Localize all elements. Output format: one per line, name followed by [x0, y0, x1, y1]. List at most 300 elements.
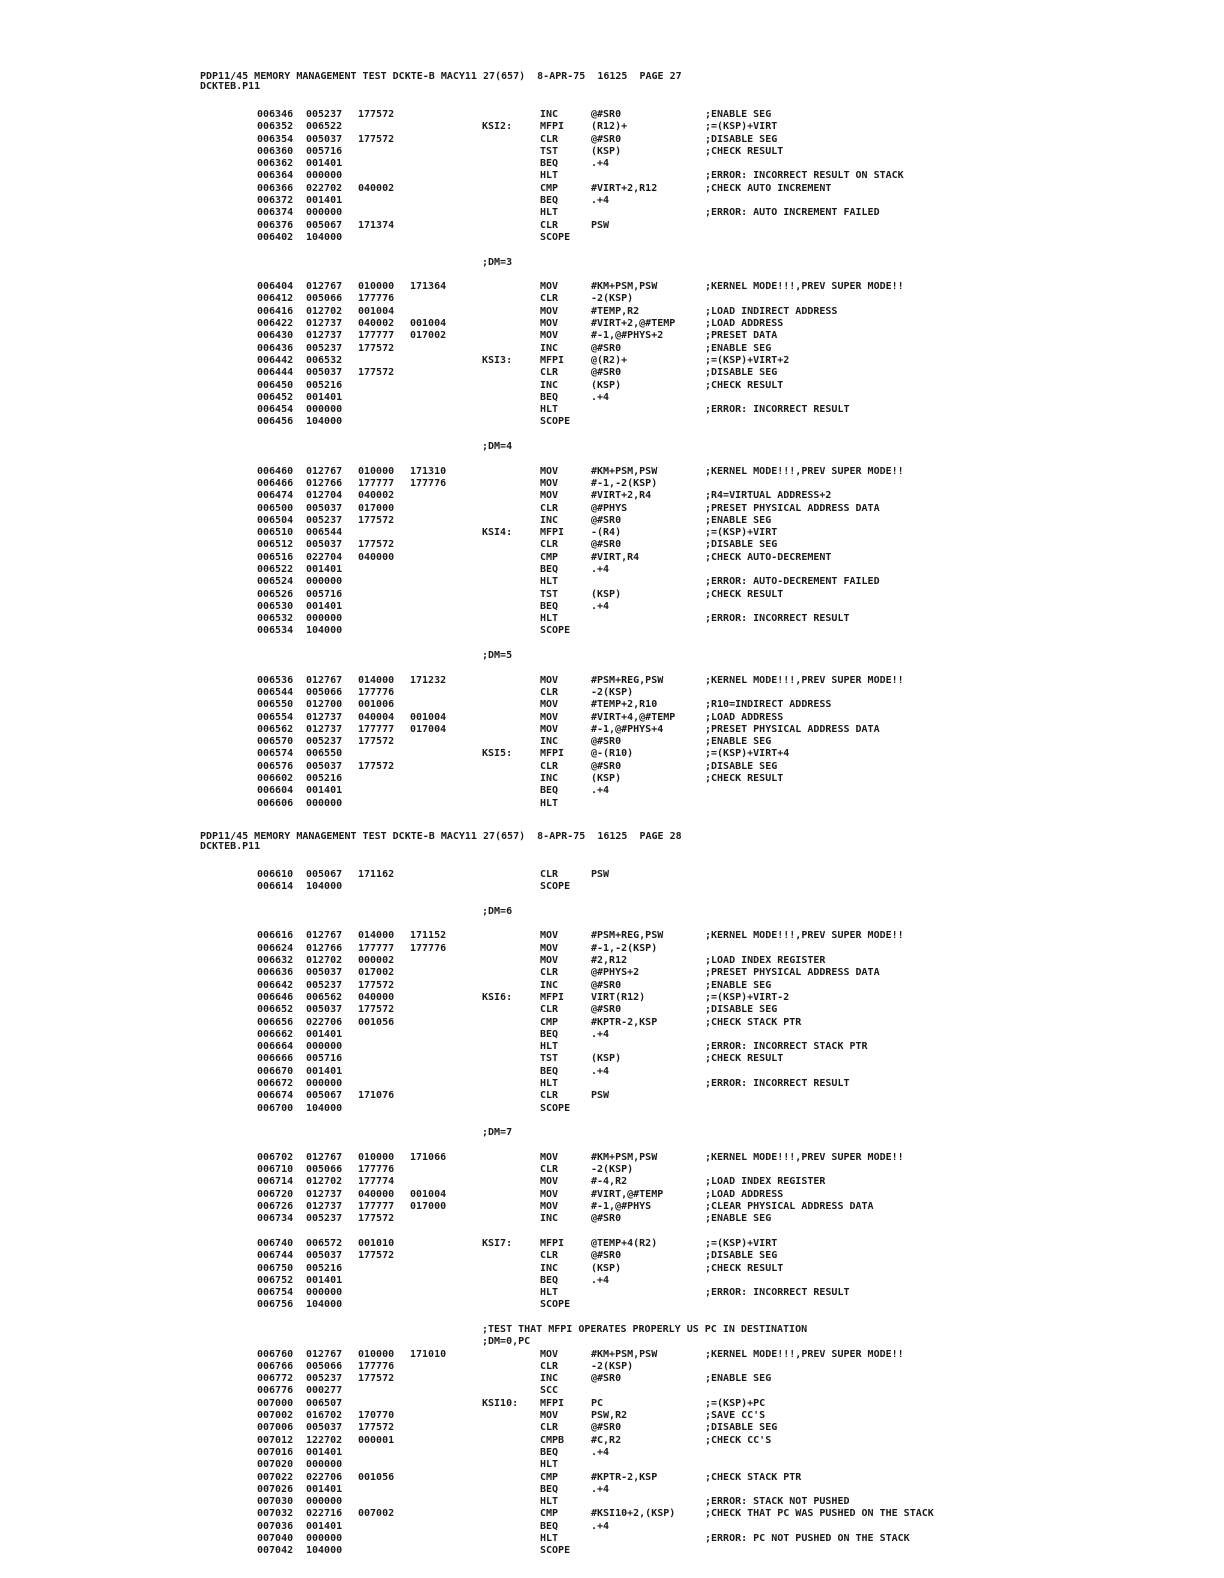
location: 006536 [257, 674, 294, 686]
word2: 177572 [358, 109, 395, 120]
location: 006360 [257, 145, 294, 157]
word2: 177776 [358, 293, 395, 305]
word1: 012737 [306, 330, 343, 342]
opcode: CLR [540, 760, 559, 772]
opcode: CLR [540, 219, 559, 231]
opcode: MOV [540, 281, 559, 293]
opcode: MOV [540, 465, 559, 477]
listing-line [200, 748, 1200, 760]
word2: 177572 [358, 979, 395, 991]
listing-line [200, 1385, 1200, 1397]
opcode: INC [540, 342, 559, 354]
location: 006554 [257, 711, 294, 723]
word1: 012767 [306, 465, 343, 477]
label: KSI6: [482, 991, 513, 1003]
word2: 177572 [358, 539, 395, 551]
word1: 005716 [306, 588, 343, 600]
opcode: CMP [540, 1508, 559, 1520]
location: 006466 [257, 477, 294, 489]
location: 007012 [257, 1434, 294, 1446]
listing-line [200, 773, 1200, 785]
word1: 005237 [306, 514, 343, 526]
operand: PSW [591, 219, 610, 231]
word1: 000000 [306, 613, 343, 625]
opcode: CMPB [540, 1434, 565, 1446]
word2: 040004 [358, 711, 395, 723]
listing-line [200, 441, 1200, 453]
operand: @-(R10) [591, 748, 634, 760]
operand: @#SR0 [591, 133, 622, 145]
operand: #TEMP+2,R10 [591, 699, 658, 711]
comment: ;ENABLE SEG [705, 979, 772, 991]
label: KSI10: [482, 1397, 519, 1409]
opcode: SCOPE [540, 1299, 571, 1311]
word1: 005037 [306, 1004, 343, 1016]
comment: ;KERNEL MODE!!!,PREV SUPER MODE!! [705, 674, 904, 686]
opcode: MOV [540, 1176, 559, 1188]
operand: #KPTR-2,KSP [591, 1016, 658, 1028]
location: 006474 [257, 490, 294, 502]
comment: ;CHECK RESULT [705, 379, 784, 391]
comment: ;R10=INDIRECT ADDRESS [705, 699, 832, 711]
location: 006750 [257, 1262, 294, 1274]
opcode: BEQ [540, 1483, 559, 1495]
opcode: HLT [540, 1078, 559, 1090]
location: 006416 [257, 305, 294, 317]
label: KSI5: [482, 748, 513, 760]
listing-line [200, 687, 1200, 699]
listing-rows [200, 869, 1200, 1558]
word1: 001401 [306, 391, 343, 403]
operand: @(R2)+ [591, 354, 628, 366]
location: 006760 [257, 1348, 294, 1360]
word2: 177572 [358, 342, 395, 354]
word1: 012767 [306, 1151, 343, 1163]
location: 006346 [257, 109, 294, 120]
opcode: MOV [540, 674, 559, 686]
word3: 171364 [410, 281, 447, 293]
listing-line [200, 380, 1200, 392]
word2: 010000 [358, 1151, 395, 1163]
listing-line [200, 613, 1200, 625]
operand: @TEMP+4(R2) [591, 1237, 658, 1249]
listing-line [200, 943, 1200, 955]
listing-line [200, 281, 1200, 293]
opcode: MOV [540, 1348, 559, 1360]
operand: #2,R12 [591, 955, 628, 967]
operand: #-4,R2 [591, 1176, 628, 1188]
listing-line [200, 1078, 1200, 1090]
word3: 171152 [410, 930, 447, 942]
word2: 001010 [358, 1237, 395, 1249]
comment: ;ERROR: INCORRECT RESULT ON STACK [705, 170, 904, 182]
listing-line [200, 1041, 1200, 1053]
listing-line [200, 232, 1200, 244]
comment: ;LOAD ADDRESS [705, 1188, 784, 1200]
word1: 012767 [306, 674, 343, 686]
word1: 006532 [306, 354, 343, 366]
opcode: MOV [540, 1188, 559, 1200]
comment: ;ERROR: INCORRECT RESULT [705, 1078, 850, 1090]
comment: ;CHECK RESULT [705, 1053, 784, 1065]
blank-line [200, 1312, 1200, 1324]
blank-line [200, 918, 1200, 930]
word2: 177572 [358, 1373, 395, 1385]
label: ;DM=4 [482, 441, 513, 453]
operand: .+4 [591, 1274, 610, 1286]
word1: 005216 [306, 379, 343, 391]
comment: ;=(KSP)+VIRT [705, 527, 778, 539]
opcode: INC [540, 979, 559, 991]
word2: 170770 [358, 1410, 395, 1422]
opcode: MFPI [540, 1397, 565, 1409]
word1: 016702 [306, 1410, 343, 1422]
opcode: CLR [540, 502, 559, 514]
opcode: HLT [540, 1533, 559, 1545]
comment: ;KERNEL MODE!!!,PREV SUPER MODE!! [705, 1348, 904, 1360]
word1: 005066 [306, 1360, 343, 1372]
opcode: HLT [540, 613, 559, 625]
location: 006632 [257, 955, 294, 967]
word3: 171010 [410, 1348, 447, 1360]
opcode: BEQ [540, 563, 559, 575]
listing-line [200, 1447, 1200, 1459]
opcode: HLT [540, 1496, 559, 1508]
location: 006534 [257, 625, 294, 637]
listing-line [200, 1201, 1200, 1213]
blank-line [200, 429, 1200, 441]
operand: #KM+PSM,PSW [591, 465, 658, 477]
word1: 104000 [306, 416, 343, 428]
operand: .+4 [591, 785, 610, 797]
word2: 010000 [358, 1348, 395, 1360]
word1: 012767 [306, 1348, 343, 1360]
opcode: MOV [540, 955, 559, 967]
location: 006442 [257, 354, 294, 366]
opcode: SCOPE [540, 231, 571, 243]
listing-line [200, 1164, 1200, 1176]
listing-line [200, 343, 1200, 355]
opcode: HLT [540, 1287, 559, 1299]
location: 007000 [257, 1397, 294, 1409]
operand: @#SR0 [591, 1373, 622, 1385]
word1: 000000 [306, 207, 343, 219]
label: ;DM=3 [482, 256, 513, 268]
listing-line [200, 1472, 1200, 1484]
opcode: CMP [540, 1471, 559, 1483]
location: 006522 [257, 563, 294, 575]
listing-line [200, 992, 1200, 1004]
location: 006766 [257, 1360, 294, 1372]
listing-line [200, 980, 1200, 992]
listing-line [200, 183, 1200, 195]
word1: 001401 [306, 158, 343, 170]
blank-line [200, 453, 1200, 465]
listing-line [200, 1299, 1200, 1311]
location: 006652 [257, 1004, 294, 1016]
word1: 104000 [306, 881, 343, 893]
listing-line [200, 1435, 1200, 1447]
word2: 014000 [358, 930, 395, 942]
blank-line [200, 269, 1200, 281]
word1: 022706 [306, 1471, 343, 1483]
operand: @#SR0 [591, 1213, 622, 1225]
listing-line [200, 1066, 1200, 1078]
comment: ;CHECK THAT PC WAS PUSHED ON THE STACK [705, 1508, 934, 1520]
listing-line [200, 798, 1200, 810]
listing-line [200, 1545, 1200, 1557]
listing-line [200, 1349, 1200, 1361]
word1: 005037 [306, 1422, 343, 1434]
opcode: HLT [540, 1041, 559, 1053]
comment: ;ERROR: INCORRECT RESULT [705, 404, 850, 416]
word3: 017002 [410, 330, 447, 342]
opcode: HLT [540, 576, 559, 588]
comment: ;=(KSP)+VIRT-2 [705, 991, 790, 1003]
listing-line [200, 785, 1200, 797]
listing-line [200, 564, 1200, 576]
word3: 177776 [410, 477, 447, 489]
location: 006450 [257, 379, 294, 391]
label: KSI3: [482, 354, 513, 366]
listing-line [200, 539, 1200, 551]
word2: 177572 [358, 1213, 395, 1225]
word1: 001401 [306, 1065, 343, 1077]
opcode: MFPI [540, 527, 565, 539]
comment: ;PRESET PHYSICAL ADDRESS DATA [705, 967, 880, 979]
comment: ;=(KSP)+VIRT+4 [705, 748, 790, 760]
operand: .+4 [591, 1483, 610, 1495]
word1: 005037 [306, 760, 343, 772]
word1: 000000 [306, 404, 343, 416]
opcode: INC [540, 514, 559, 526]
opcode: CLR [540, 293, 559, 305]
label: ;DM=7 [482, 1127, 513, 1139]
opcode: CLR [540, 539, 559, 551]
location: 006624 [257, 942, 294, 954]
comment: ;CHECK CC'S [705, 1434, 772, 1446]
listing-line [200, 1287, 1200, 1299]
location: 007020 [257, 1459, 294, 1471]
label: ;DM=6 [482, 905, 513, 917]
word1: 012702 [306, 1176, 343, 1188]
word1: 005037 [306, 367, 343, 379]
comment: ;ERROR: INCORRECT STACK PTR [705, 1041, 868, 1053]
comment: ;KERNEL MODE!!!,PREV SUPER MODE!! [705, 281, 904, 293]
comment: ;KERNEL MODE!!!,PREV SUPER MODE!! [705, 930, 904, 942]
location: 006604 [257, 785, 294, 797]
word1: 012737 [306, 711, 343, 723]
word1: 005237 [306, 1373, 343, 1385]
operand: .+4 [591, 563, 610, 575]
opcode: MFPI [540, 748, 565, 760]
opcode: CLR [540, 1250, 559, 1262]
label: KSI2: [482, 121, 513, 133]
listing-line [200, 1103, 1200, 1115]
operand: (KSP) [591, 145, 622, 157]
word1: 000000 [306, 1459, 343, 1471]
comment: ;LOAD INDIRECT ADDRESS [705, 305, 838, 317]
location: 006550 [257, 699, 294, 711]
opcode: MOV [540, 1201, 559, 1213]
opcode: CLR [540, 133, 559, 145]
operand: @#PHYS+2 [591, 967, 640, 979]
location: 006460 [257, 465, 294, 477]
label: ;DM=5 [482, 650, 513, 662]
word2: 001056 [358, 1471, 395, 1483]
comment: ;=(KSP)+VIRT [705, 121, 778, 133]
operand: #VIRT+2,R12 [591, 182, 658, 194]
word1: 005237 [306, 109, 343, 120]
listing-line [200, 170, 1200, 182]
location: 007002 [257, 1410, 294, 1422]
listing-line [200, 466, 1200, 478]
comment: ;SAVE CC'S [705, 1410, 766, 1422]
opcode: CLR [540, 1360, 559, 1372]
comment: ;PRESET DATA [705, 330, 778, 342]
location: 006500 [257, 502, 294, 514]
location: 006610 [257, 869, 294, 880]
listing-line [200, 675, 1200, 687]
comment: ;LOAD ADDRESS [705, 711, 784, 723]
listing-line [200, 1484, 1200, 1496]
word1: 006507 [306, 1397, 343, 1409]
listing-line [200, 134, 1200, 146]
location: 006756 [257, 1299, 294, 1311]
opcode: CLR [540, 1164, 559, 1176]
listing-line [200, 1053, 1200, 1065]
listing-line [200, 404, 1200, 416]
blank-line [200, 1226, 1200, 1238]
opcode: CLR [540, 967, 559, 979]
listing-line [200, 1213, 1200, 1225]
opcode: INC [540, 379, 559, 391]
opcode: CLR [540, 367, 559, 379]
operand: #PSM+REG,PSW [591, 930, 664, 942]
word3: 171232 [410, 674, 447, 686]
opcode: BEQ [540, 391, 559, 403]
operand: @#SR0 [591, 367, 622, 379]
operand: #VIRT,R4 [591, 551, 640, 563]
comment: ;PRESET PHYSICAL ADDRESS DATA [705, 502, 880, 514]
word2: 177776 [358, 1164, 395, 1176]
listing-line [200, 367, 1200, 379]
word1: 000000 [306, 1496, 343, 1508]
location: 006570 [257, 736, 294, 748]
comment: ;ENABLE SEG [705, 514, 772, 526]
label: ;TEST THAT MFPI OPERATES PROPERLY US PC IN DESTINATION [482, 1323, 808, 1335]
listing-line [200, 195, 1200, 207]
word2: 177777 [358, 477, 395, 489]
comment: ;ENABLE SEG [705, 736, 772, 748]
word2: 177572 [358, 1422, 395, 1434]
location: 006606 [257, 797, 294, 809]
blank-line [200, 894, 1200, 906]
listing-line [200, 625, 1200, 637]
word1: 022704 [306, 551, 343, 563]
opcode: MFPI [540, 354, 565, 366]
opcode: MOV [540, 699, 559, 711]
word2: 177572 [358, 1250, 395, 1262]
location: 007042 [257, 1545, 294, 1557]
location: 006670 [257, 1065, 294, 1077]
location: 007030 [257, 1496, 294, 1508]
location: 006454 [257, 404, 294, 416]
listing-line [200, 330, 1200, 342]
location: 006666 [257, 1053, 294, 1065]
listing-line [200, 724, 1200, 736]
listing-page-28 [200, 832, 1200, 1558]
listing-line [200, 650, 1200, 662]
word2: 177777 [358, 330, 395, 342]
comment: ;CHECK RESULT [705, 145, 784, 157]
opcode: TST [540, 1053, 559, 1065]
word2: 000002 [358, 955, 395, 967]
word2: 001004 [358, 305, 395, 317]
word1: 001401 [306, 785, 343, 797]
word2: 177572 [358, 1004, 395, 1016]
word1: 005216 [306, 773, 343, 785]
operand: #-1,@#PHYS [591, 1201, 652, 1213]
operand: @#SR0 [591, 1250, 622, 1262]
word3: 177776 [410, 942, 447, 954]
location: 006754 [257, 1287, 294, 1299]
operand: -2(KSP) [591, 293, 634, 305]
listing-line [200, 355, 1200, 367]
word1: 000000 [306, 1078, 343, 1090]
word1: 012767 [306, 281, 343, 293]
opcode: MOV [540, 1410, 559, 1422]
word1: 001401 [306, 563, 343, 575]
listing-line [200, 1189, 1200, 1201]
comment: ;CHECK AUTO-DECREMENT [705, 551, 832, 563]
operand: (KSP) [591, 1053, 622, 1065]
operand: VIRT(R12) [591, 991, 646, 1003]
operand: -2(KSP) [591, 1360, 634, 1372]
word1: 001401 [306, 1446, 343, 1458]
location: 006734 [257, 1213, 294, 1225]
opcode: SCC [540, 1385, 559, 1397]
comment: ;=(KSP)+VIRT+2 [705, 354, 790, 366]
location: 007016 [257, 1446, 294, 1458]
word1: 012702 [306, 955, 343, 967]
word1: 005066 [306, 293, 343, 305]
operand: .+4 [591, 1446, 610, 1458]
opcode: INC [540, 109, 559, 120]
comment: ;LOAD INDEX REGISTER [705, 955, 826, 967]
word1: 005237 [306, 979, 343, 991]
operand: @#SR0 [591, 539, 622, 551]
word1: 005237 [306, 1213, 343, 1225]
opcode: MOV [540, 490, 559, 502]
listing-line [200, 1410, 1200, 1422]
location: 006532 [257, 613, 294, 625]
listing-line [200, 515, 1200, 527]
word2: 177776 [358, 1360, 395, 1372]
location: 006352 [257, 121, 294, 133]
word2: 017000 [358, 502, 395, 514]
comment: ;R4=VIRTUAL ADDRESS+2 [705, 490, 832, 502]
word2: 177777 [358, 723, 395, 735]
listing-line [200, 1459, 1200, 1471]
comment: ;ENABLE SEG [705, 1373, 772, 1385]
location: 007022 [257, 1471, 294, 1483]
location: 006510 [257, 527, 294, 539]
word2: 171076 [358, 1090, 395, 1102]
word2: 177572 [358, 133, 395, 145]
opcode: BEQ [540, 158, 559, 170]
word1: 012737 [306, 723, 343, 735]
